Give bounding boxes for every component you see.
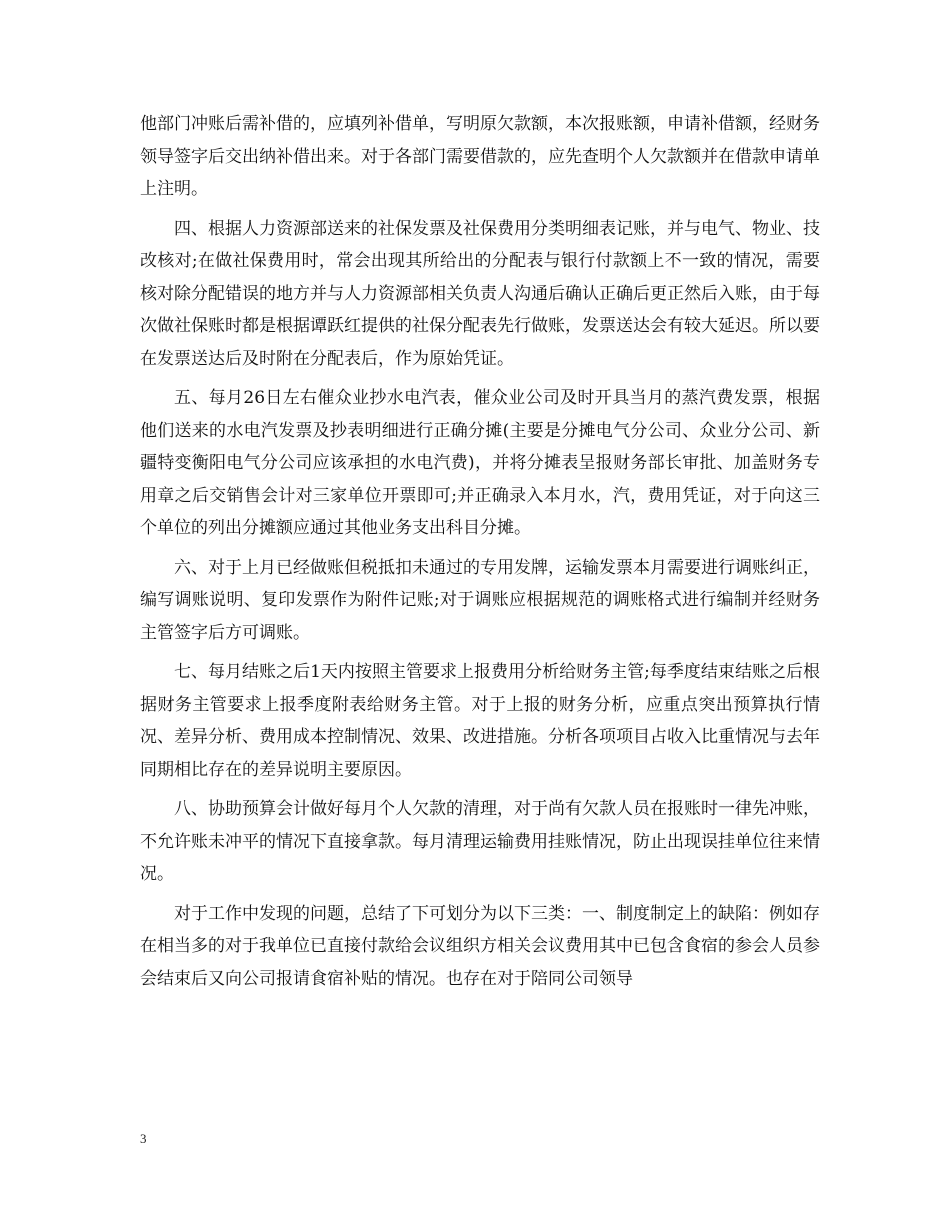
paragraph-item-5: 五、每月26日左右催众业抄水电汽表，催众业公司及时开具当月的蒸汽费发票，根据他们送来的水电汽发票及抄表明细进行正确分摊(主要是分摊电气分公司、众业分公司、新疆特变衡阳电气分公司应该承担的水电汽费)，并将分摊表呈报财务部长审批、加盖财务专用章之后交销售会计对三家单位开票即可;并正确录入本月水，汽，费用凭证，对于向这三个单位的列出分摊额应通过其他业务支出科目分摊。 — [140, 388, 820, 538]
paragraph-continuation: 他部门冲账后需补借的，应填列补借单，写明原欠款额，本次报账额，申请补借额，经财务领导签字后交出纳补借出来。对于各部门需要借款的，应先查明个人欠款额并在借款申请单上注明。 — [140, 114, 820, 199]
paragraph-problems-summary: 对于工作中发现的问题，总结了下可划分为以下三类：一、制度制定上的缺陷：例如存在相当多的对于我单位已直接付款给会议组织方相关会议费用其中已包含食宿的参会人员参会结束后又向公司报请食宿补贴的情况。也存在对于陪同公司领导 — [140, 903, 820, 989]
paragraph-item-8: 八、协助预算会计做好每月个人欠款的清理，对于尚有欠款人员在报账时一律先冲账，不允许账未冲平的情况下直接拿款。每月清理运输费用挂账情况，防止出现误挂单位往来情况。 — [140, 799, 820, 884]
paragraph-item-7: 七、每月结账之后1天内按照主管要求上报费用分析给财务主管;每季度结束结账之后根据财务主管要求上报季度附表给财务主管。对于上报的财务分析，应重点突出预算执行情况、差异分析、费用成本控制情况、效果、改进措施。分析各项项目占收入比重情况与去年同期相比存在的差异说明主要原因。 — [140, 662, 820, 780]
page-number: 3 — [140, 1131, 147, 1146]
paragraph-item-4: 四、根据人力资源部送来的社保发票及社保费用分类明细表记账，并与电气、物业、技改核对;在做社保费用时，常会出现其所给出的分配表与银行付款额上不一致的情况，需要核对除分配错误的地方并与人力资源部相关负责人沟通后确认正确后更正然后入账，由于每次做社保账时都是根据谭跃红提供的社保分配表先行做账，发票送达会有较大延迟。所以要在发票送达后及时附在分配表后，作为原始凭证。 — [140, 218, 820, 369]
paragraph-item-6: 六、对于上月已经做账但税抵扣未通过的专用发牌，运输发票本月需要进行调账纠正，编写调账说明、复印发票作为附件记账;对于调账应根据规范的调账格式进行编制并经财务主管签字后方可调账。 — [140, 557, 820, 643]
document-body — [140, 108, 820, 995]
